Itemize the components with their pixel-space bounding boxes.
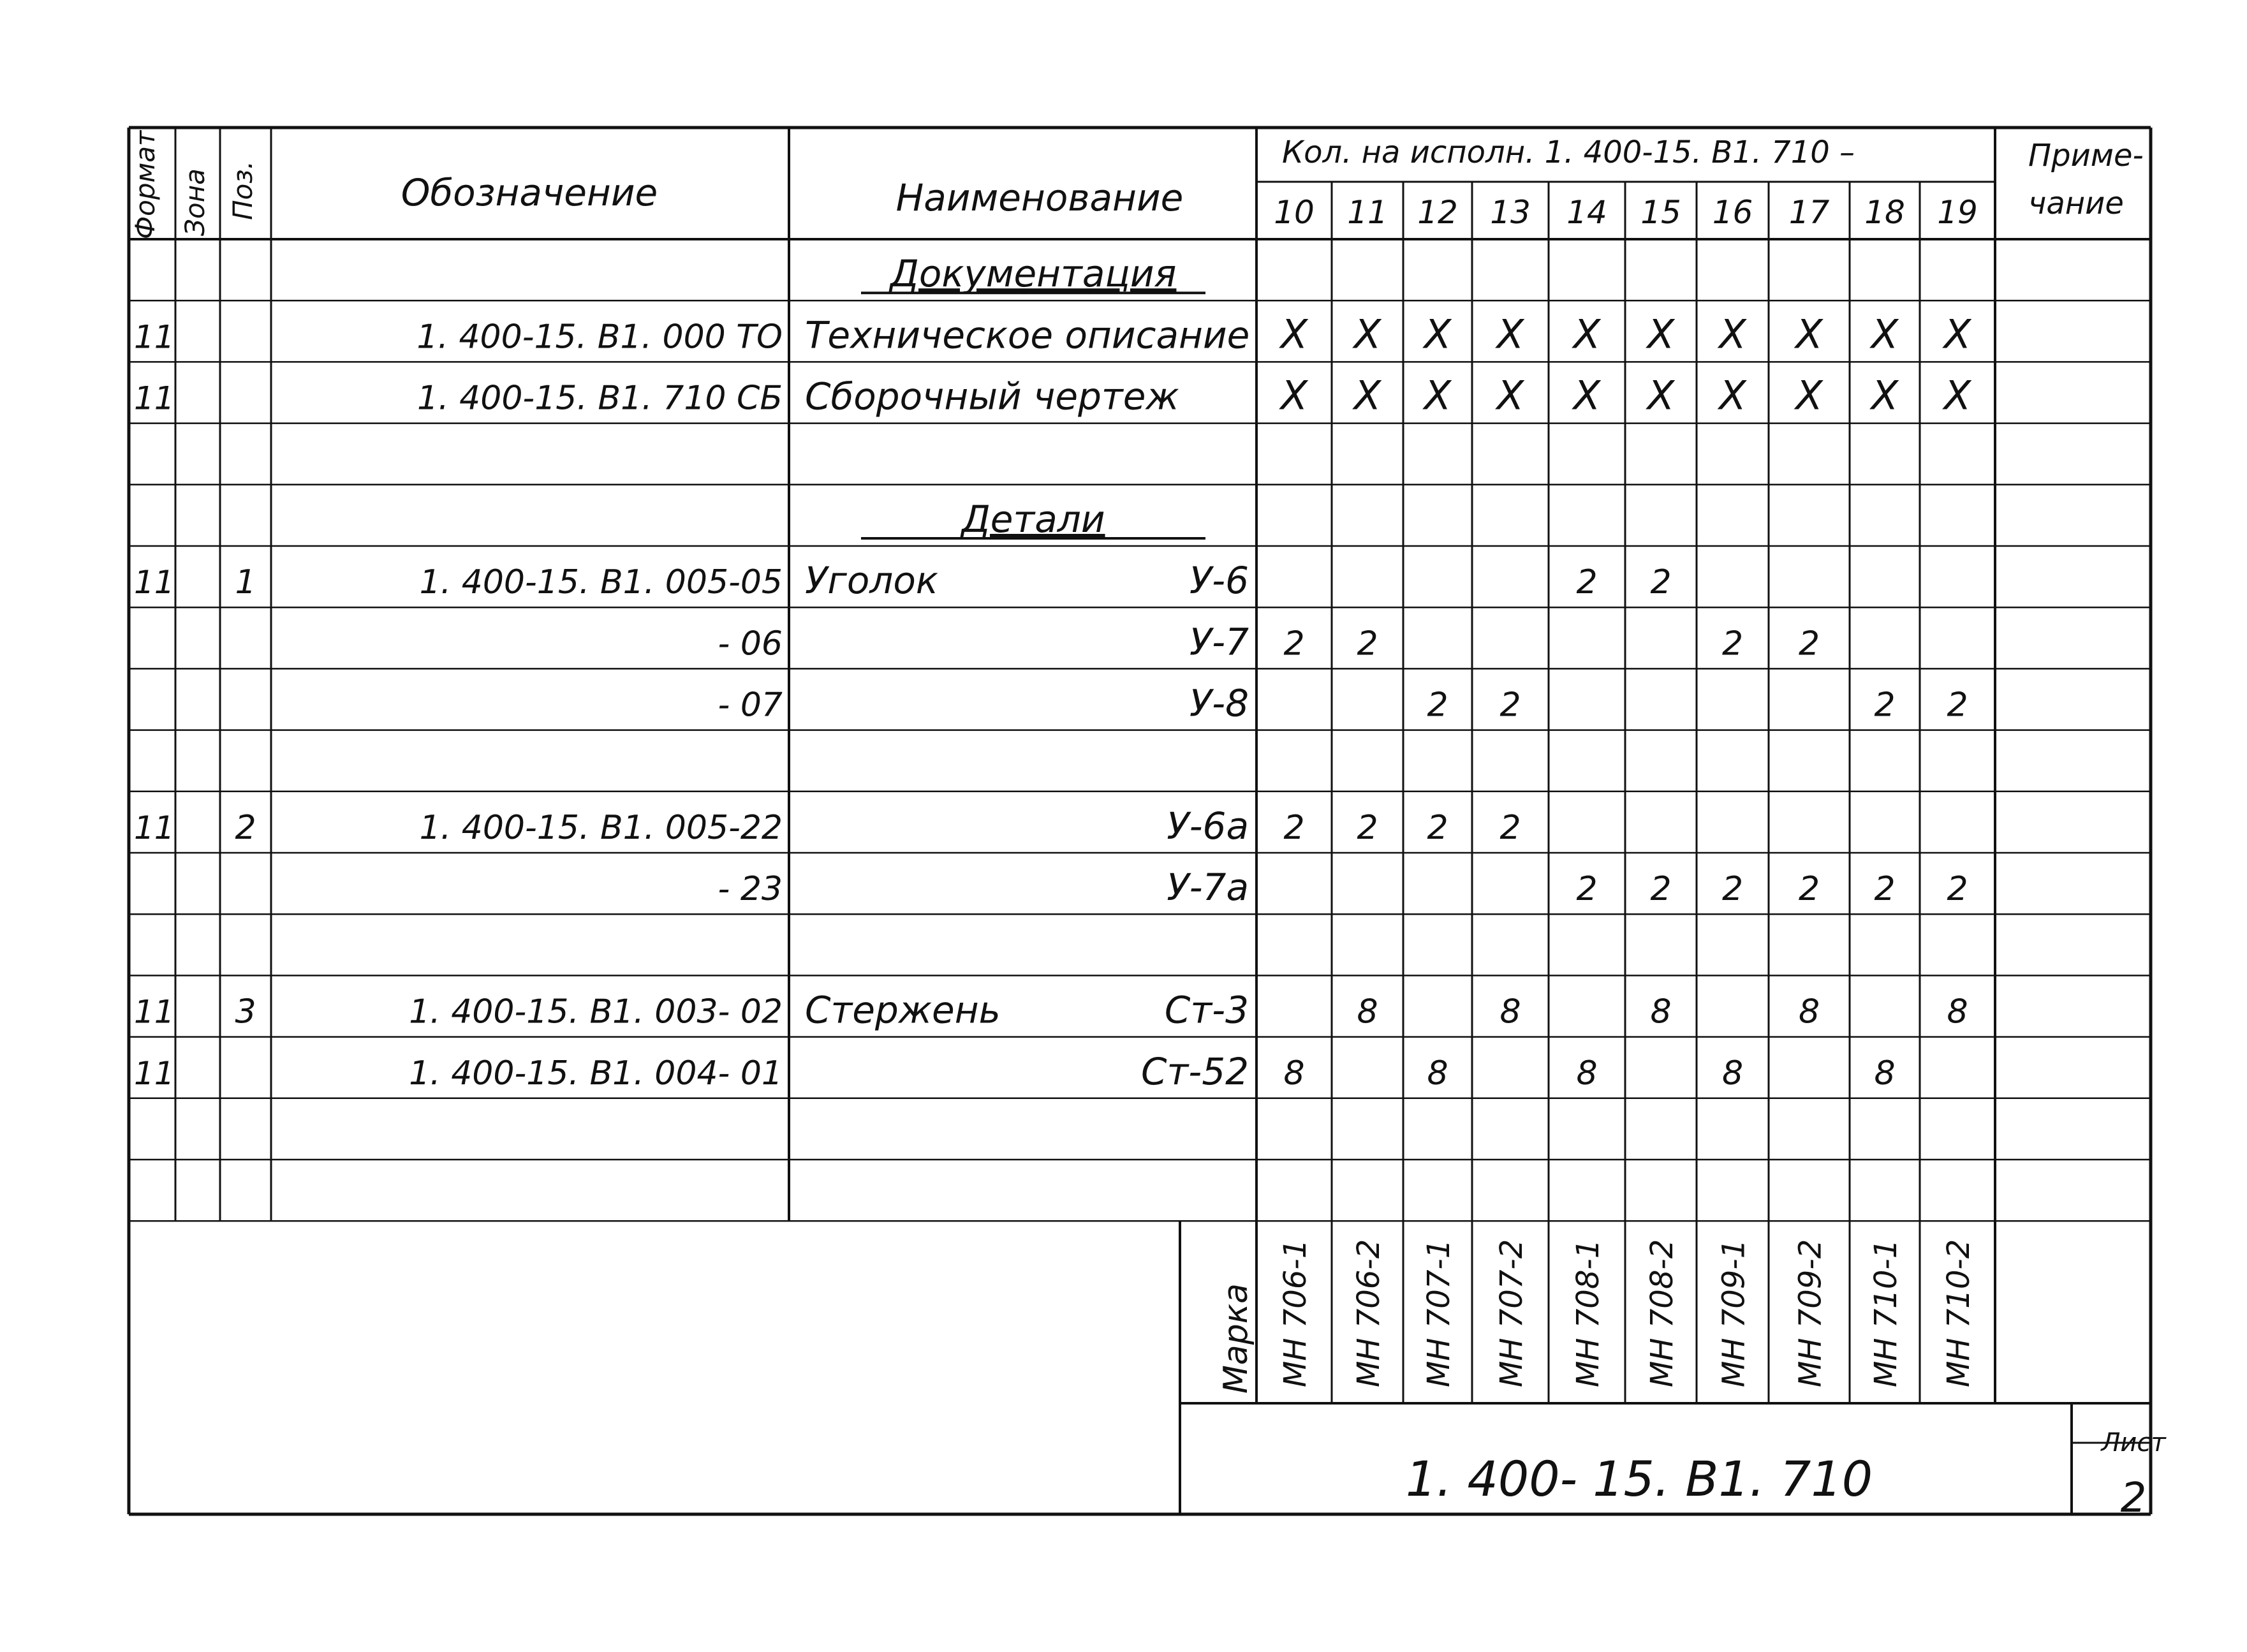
variant-label: 19 [1937,194,1978,231]
header-name: Наименование [895,176,1184,219]
qty-cell: 2 [1650,870,1672,909]
section-title: Детали [961,498,1105,541]
table-row [134,1050,1896,1093]
row-pos: 3 [235,992,256,1031]
qty-cell: X [1943,372,1971,419]
row-format: 11 [134,380,175,417]
row-mark: У-7 [1189,620,1249,664]
row-designation: 1. 400-15. В1. 005-05 [419,563,783,602]
qty-cell: X [1424,311,1452,358]
qty-cell: 2 [1357,624,1378,663]
marka-label: Марка [1217,1283,1255,1394]
row-designation: 1. 400-15. В1. 710 СБ [417,379,783,418]
qty-cell: 8 [1427,1054,1448,1093]
qty-cell: 2 [1576,870,1598,909]
qty-cell: X [1496,311,1524,358]
header-qty-title: Кол. на исполн. 1. 400-15. В1. 710 – [1282,135,1855,170]
table-row [718,682,1968,725]
variant-label: 18 [1864,194,1905,231]
table-row [134,804,1521,848]
row-format: 11 [134,1054,175,1092]
row-designation: 1. 400-15. В1. 005-22 [419,809,783,847]
qty-cell: 2 [1427,686,1448,725]
qty-cell: 8 [1357,992,1378,1031]
qty-cell: X [1280,372,1308,419]
row-mark: У-7а [1167,866,1249,910]
qty-cell: X [1424,372,1452,419]
qty-cell: X [1719,311,1746,358]
qty-cell: X [1795,311,1823,358]
variant-label: 17 [1788,194,1830,231]
qty-cell: 2 [1283,624,1305,663]
marka-value: МН 706-2 [1351,1239,1387,1387]
row-designation: 1. 400-15. В1. 000 ТО [416,318,783,357]
qty-cell: 2 [1798,870,1820,909]
marka-value: МН 706-1 [1278,1239,1313,1387]
qty-cell: X [1647,311,1675,358]
row-mark: У-6а [1167,804,1249,848]
row-mark: У-8 [1189,681,1249,725]
header-designation: Обозначение [401,171,658,214]
marka-value: МН 708-1 [1570,1239,1606,1387]
qty-cell: 8 [1798,992,1820,1031]
marka-values [1278,1239,1977,1387]
qty-cell: X [1573,372,1601,419]
row-designation: 1. 400-15. В1. 003- 02 [409,992,783,1031]
sheet-number: 2 [2120,1475,2147,1522]
qty-cell: 2 [1721,624,1744,663]
marka-value: МН 709-1 [1716,1239,1752,1387]
variant-label: 12 [1417,194,1458,231]
row-name: Техническое описание [805,313,1250,357]
row-designation: - 07 [718,686,783,725]
qty-cell: 2 [1283,809,1305,847]
row-mark: У-6 [1189,559,1249,603]
marka-value: МН 709-2 [1792,1239,1829,1387]
row-pos: 2 [235,809,256,847]
qty-cell: X [1647,372,1675,419]
qty-cell: 2 [1874,686,1896,725]
title-block [1406,1428,2167,1522]
qty-cell: 2 [1947,870,1968,909]
variant-label: 14 [1566,194,1607,231]
qty-cell: 8 [1947,992,1968,1031]
qty-cell: 8 [1650,992,1672,1031]
qty-cell: X [1573,311,1601,358]
section-title: Документация [890,252,1177,296]
variant-label: 10 [1274,194,1315,231]
variant-label: 15 [1640,194,1681,231]
qty-cell: X [1353,372,1381,419]
header-note-line2: чание [2028,186,2124,221]
marka-value: МН 710-2 [1941,1239,1977,1387]
qty-cell: 2 [1427,809,1448,847]
qty-cell: 2 [1874,870,1896,909]
qty-cell: X [1795,372,1823,419]
row-designation: - 23 [718,870,783,909]
qty-cell: X [1280,311,1308,358]
qty-cell: 2 [1499,686,1521,725]
qty-cell: 8 [1576,1054,1598,1093]
row-pos: 1 [235,563,256,602]
table-row [718,866,1968,909]
qty-cell: 8 [1499,992,1521,1031]
qty-cell: 2 [1576,563,1598,602]
row-mark: Ст-52 [1140,1049,1249,1093]
row-name: Стержень [805,988,1001,1032]
qty-cell: 8 [1874,1054,1896,1093]
qty-cell: 2 [1798,624,1820,663]
table-row [861,252,1205,295]
qty-cell: X [1496,372,1524,419]
qty-cell: 2 [1357,809,1378,847]
qty-cell: 2 [1650,563,1672,602]
row-format: 11 [134,564,175,601]
row-designation: - 06 [718,624,783,663]
header-note-line1: Приме- [2028,138,2144,173]
table-row [718,620,1820,663]
marka-value: МН 710-1 [1868,1239,1904,1387]
header-zone: Зона [179,168,210,236]
qty-cell: 8 [1283,1054,1305,1093]
row-name: Уголок [805,559,938,603]
title-code: 1. 400- 15. В1. 710 [1405,1450,1873,1507]
row-designation: 1. 400-15. В1. 004- 01 [409,1054,783,1093]
qty-cell: X [1871,311,1899,358]
table-row [134,559,1672,602]
marka-value: МН 708-2 [1644,1239,1680,1387]
row-format: 11 [134,993,175,1031]
row-format: 11 [134,318,175,356]
qty-cell: 2 [1947,686,1968,725]
row-name: Сборочный чертеж [805,374,1179,418]
table-row [861,498,1205,541]
qty-cell: 2 [1499,809,1521,847]
sheet-label: Лист [2101,1428,2166,1457]
table-row [134,989,1968,1032]
qty-cell: X [1943,311,1971,358]
qty-cell: 8 [1721,1054,1744,1093]
variant-label: 11 [1347,194,1388,231]
qty-cell: X [1871,372,1899,419]
variant-label: 13 [1490,194,1531,231]
variant-label: 16 [1712,194,1753,231]
row-format: 11 [134,809,175,846]
marka-value: МН 707-1 [1421,1239,1457,1387]
qty-cell: X [1353,311,1381,358]
qty-cell: 2 [1721,870,1744,909]
marka-value: МН 707-2 [1494,1239,1529,1387]
header-format: Формат [129,130,161,239]
header-pos: Поз. [227,161,258,220]
table-header [129,129,2144,239]
row-mark: Ст-3 [1164,988,1249,1032]
qty-cell: X [1719,372,1746,419]
